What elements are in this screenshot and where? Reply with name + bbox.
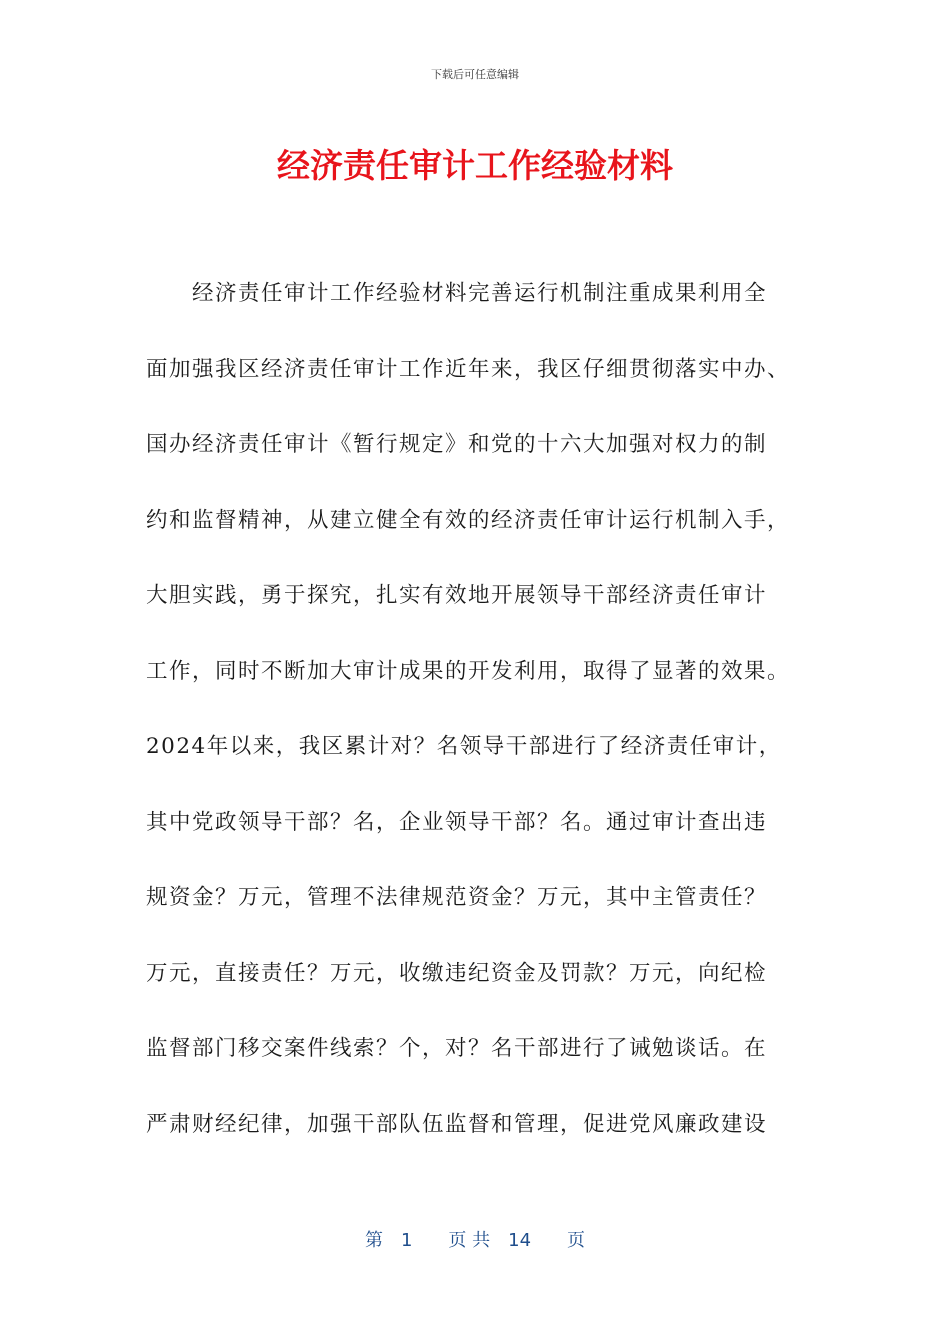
body-line: 大胆实践，勇于探究，扎实有效地开展领导干部经济责任审计 (146, 583, 768, 608)
body-line: 其中党政领导干部？名，企业领导干部？名。通过审计查出违 (146, 809, 768, 835)
body-line: 2024年以来，我区累计对？名领导干部进行了经济责任审计， (146, 734, 782, 759)
footer-prefix: 第 (364, 1230, 383, 1251)
document-title: 经济责任审计工作经验材料 (277, 146, 673, 185)
body-line: 国办经济责任审计《暂行规定》和党的十六大加强对权力的制 (146, 432, 768, 457)
body-line: 严肃财经纪律，加强干部队伍监督和管理，促进党风廉政建设 (146, 1111, 768, 1137)
body-line: 规资金？万元，管理不法律规范资金？万元，其中主管责任？ (146, 885, 768, 910)
body-line: 经济责任审计工作经验材料完善运行机制注重成果利用全 (192, 281, 768, 306)
page-footer (0, 1226, 950, 1252)
body-line: 工作，同时不断加大审计成果的开发利用，取得了显著的效果。 (146, 658, 791, 684)
body-line: 监督部门移交案件线索？个，对？名干部进行了诫勉谈话。在 (146, 1036, 768, 1061)
body-line: 万元，直接责任？万元，收缴违纪资金及罚款？万元，向纪检 (146, 960, 768, 986)
body-line: 面加强我区经济责任审计工作近年来，我区仔细贯彻落实中办、 (146, 356, 791, 382)
current-page-number: 1 (400, 1230, 413, 1251)
footer-middle: 页 共 (448, 1230, 491, 1251)
footer-suffix: 页 (567, 1230, 586, 1251)
document-body (146, 270, 806, 1176)
total-pages-number: 14 (508, 1230, 532, 1251)
header-note: 下载后可任意编辑 (431, 68, 519, 81)
body-line: 约和监督精神，从建立健全有效的经济责任审计运行机制入手， (146, 507, 791, 533)
